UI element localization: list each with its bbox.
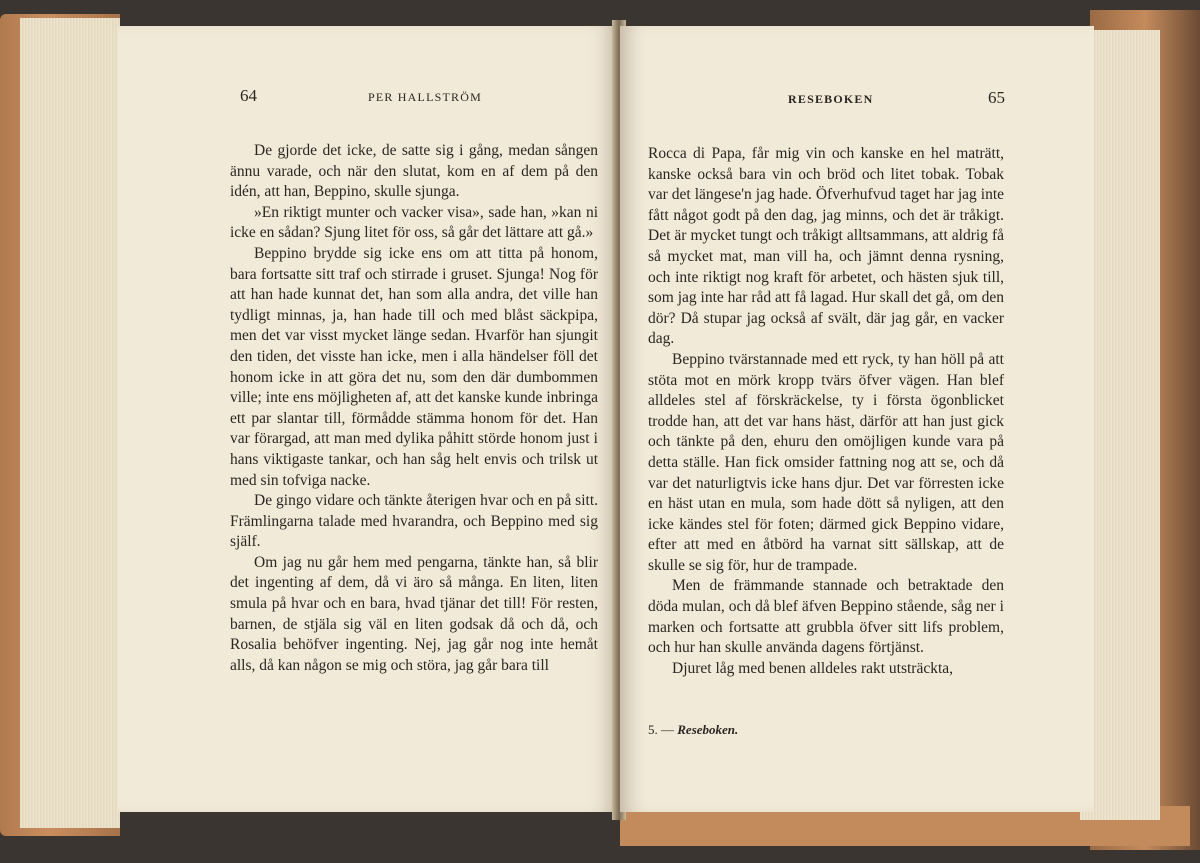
left-page-body [230,141,598,676]
right-page [620,26,1094,812]
right-page-number: 65 [988,88,1005,107]
paragraph: De gingo vidare och tänkte återigen hvar och en på sitt. Främlingarna talade med hvarandra, och Beppino med sig själf. [230,492,598,551]
paragraph: Rocca di Papa, får mig vin och kanske en hel maträtt, kanske också bara vin och bröd och litet tobak. Tobak var det längese'n jag hade. Öfverhufvud taget har jag inte fått något godt på den dag, jag minns, och det är tråkigt. Det är mycket tungt och tråkigt alltsammans, att aldrig få så mycket mat, man vill ha, och jämnt denna rysning, och inte riktigt nog kraft för arbetet, och hästen sjuk till, som jag inte har råd att få lagad. Hur skall det gå, om den dör? Då stupar jag också af svält, där jag går, en vacker dag. [648,145,1004,348]
paragraph: Men de främmande stannade och betraktade den döda mulan, och då blef äfven Beppino stående, såg ner i marken och fortsatte att grubbla öfver sitt lifs problem, och hur han skulle använda dagens förtjänst. [648,577,1004,657]
page-edges-left [20,18,120,828]
signature-footer [648,722,738,738]
right-running-head: RESEBOKEN [788,92,874,106]
left-page [118,26,616,812]
right-page-body [648,144,1004,679]
left-page-number: 64 [240,86,257,105]
left-running-head: PER HALLSTRÖM [368,90,482,104]
paragraph: Beppino brydde sig icke ens om att titta på honom, bara fortsatte sitt traf och stirrade i gruset. Sjunga! Nog för att han hade kunnat det, han som alla andra, det ville han tydligt minnas, ja, han hade till och med blåst säckpipa, men det var visst mycket länge sedan. Hvarför han sjungit den tiden, det visste han icke, men i alla händelser föll det honom icke in att göra det nu, som den där dumbommen ville; inte ens möjligheten af, att det kanske kunde inbringa ett par slantar till, förmådde stämma honom för det. Han var förargad, att man med dylika påhitt störde honom just i hans viktigaste tankar, och han såg helt envis och trilsk ut med sin tofviga nacke. [230,244,598,489]
paragraph: Djuret låg med benen alldeles rakt utsträckta, [672,659,954,677]
paragraph: Om jag nu går hem med pengarna, tänkte han, så blir det ingenting af dem, då vi äro så många. En liten, liten smula på hvar och en bara, hvad tjänar det till! För resten, barnen, de stjäla sig väl en liten godsak då och då, och Rosalia behöfver ingenting. Nej, jag går nog inte hemåt alls, då kan någon se mig och störa, jag går bara till [230,553,598,674]
paragraph: »En riktigt munter och vacker visa», sade han, »kan ni icke en sådan? Sjung litet för oss, så går det lättare att gå.» [230,203,598,242]
footer-title: Reseboken. [677,722,739,737]
signature-mark: 5. — [648,722,674,737]
paragraph: De gjorde det icke, de satte sig i gång, medan sången ännu varade, och när den slutat, kom en af dem på den idén, att han, Beppino, skulle sjunga. [230,142,598,201]
paragraph: Beppino tvärstannade med ett ryck, ty han höll på att stöta mot en mörk kropp tvärs öfver vägen. Han blef alldeles stel af förskräckelse, ty i första ögonblicket trodde han, att det var hans häst, därför att han just gick och tänkte på den, ehuru den omöjligen kunde vara på detta ställe. Han fick omsider fattning nog att se, och då var det naturligtvis icke hans djur. Det var förresten icke en häst utan en mula, som hade dött så nyligen, att den icke kändes stel för foten; därmed gick Beppino vidare, efter att med en åtbörd ha varnat sitt sällskap, att de skulle se sig för, hur de trampade. [648,350,1004,574]
